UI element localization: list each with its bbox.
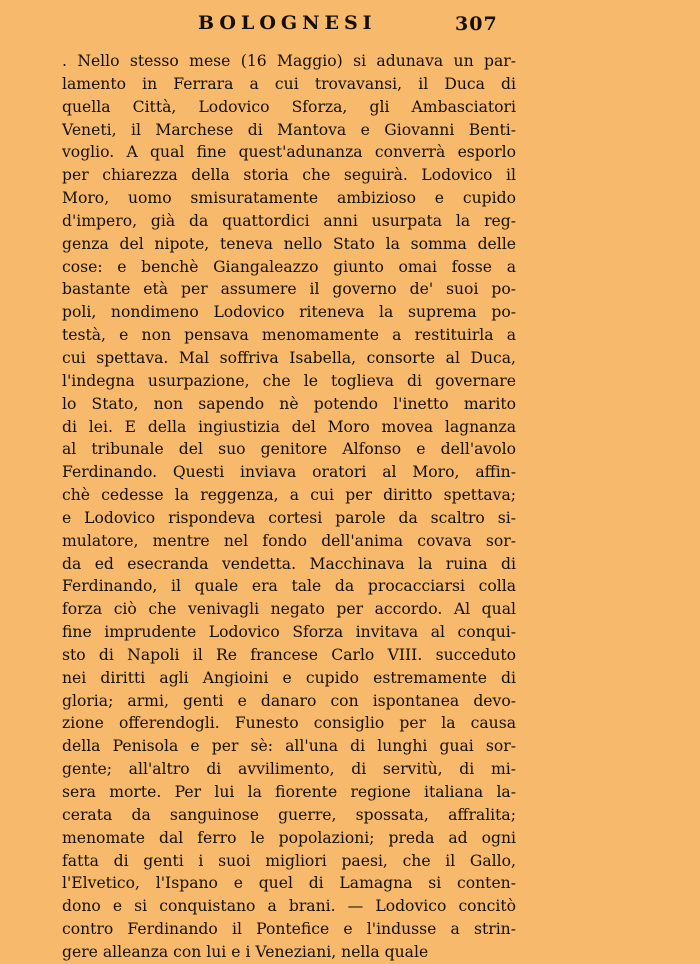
text-line: l'indegna usurpazione, che le toglieva di governare: [62, 371, 516, 390]
text-line: dono e si conquistano a brani. — Lodovico concitò: [62, 897, 516, 916]
text-line: e Lodovico rispondeva cortesi parole da scaltro si-: [62, 508, 516, 527]
text-line: fatta di genti i suoi migliori paesi, che il Gallo,: [62, 851, 516, 870]
text-line: voglio. A qual fine quest'adunanza converrà esporlo: [62, 143, 516, 162]
text-line: quella Città, Lodovico Sforza, gli Ambasciatori: [62, 97, 516, 116]
text-line: l'Elvetico, l'Ispano e quel di Lamagna si conten-: [62, 874, 516, 893]
text-line: chè cedesse la reggenza, a cui per diritto spettava;: [62, 486, 516, 505]
text-line: Veneti, il Marchese di Mantova e Giovanni Benti-: [62, 120, 516, 139]
text-line: gere alleanza con lui e i Veneziani, nella quale: [62, 942, 429, 961]
text-line: Moro, uomo smisuratamente ambizioso e cupido: [62, 189, 516, 208]
text-line: gloria; armi, genti e danaro con ispontanea devo-: [62, 691, 516, 710]
text-line: nei diritti agli Angioini e cupido estremamente di: [62, 668, 516, 687]
text-line: Ferdinando. Questi inviava oratori al Moro, affin-: [62, 463, 516, 482]
running-head: [0, 12, 700, 38]
text-line: gente; all'altro di avvilimento, di servitù, di mi-: [62, 760, 516, 779]
text-line: menomate dal ferro le popolazioni; preda ad ogni: [62, 828, 516, 847]
text-line: cerata da sanguinose guerre, spossata, affralita;: [62, 805, 516, 824]
text-line: sera morte. Per lui la fiorente regione italiana la-: [62, 783, 516, 801]
body-paragraph: [62, 50, 516, 964]
text-line: mulatore, mentre nel fondo dell'anima covava sor-: [62, 531, 516, 550]
text-line: forza ciò che venivagli negato per accordo. Al qual: [62, 600, 516, 619]
text-line: poli, nondimeno Lodovico riteneva la suprema po-: [62, 303, 516, 322]
text-line: della Penisola e per sè: all'una di lunghi guai sor-: [62, 737, 516, 756]
page-number: 307: [455, 13, 498, 35]
text-line: lo Stato, non sapendo nè potendo l'inetto marito: [62, 394, 516, 413]
running-title: BOLOGNESI: [198, 12, 377, 34]
text-line: zione offerendogli. Funesto consiglio per la causa: [62, 714, 516, 733]
text-line: da ed esecranda vendetta. Macchinava la ruina di: [62, 554, 516, 573]
text-line: lamento in Ferrara a cui trovavansi, il Duca di: [62, 74, 516, 93]
text-line: . Nello stesso mese (16 Maggio) si adunava un par-: [62, 52, 516, 70]
text-line: sto di Napoli il Re francese Carlo VIII. succeduto: [62, 645, 516, 664]
text-line: d'impero, già da quattordici anni usurpata la reg-: [62, 211, 516, 230]
text-line: fine imprudente Lodovico Sforza invitava al conqui-: [62, 623, 516, 642]
text-line: al tribunale del suo genitore Alfonso e dell'avolo: [62, 440, 516, 459]
text-line: per chiarezza della storia che seguirà. Lodovico il: [62, 166, 516, 185]
text-line: cose: e benchè Giangaleazzo giunto omai fosse a: [62, 257, 516, 276]
text-line: Ferdinando, il quale era tale da procacciarsi colla: [62, 577, 516, 596]
text-line: cui spettava. Mal soffriva Isabella, consorte al Duca,: [62, 348, 516, 367]
text-line: genza del nipote, teneva nello Stato la somma delle: [62, 234, 516, 253]
text-line: contro Ferdinando il Pontefice e l'indusse a strin-: [62, 920, 516, 939]
text-line: di lei. E della ingiustizia del Moro movea lagnanza: [62, 417, 516, 436]
text-line: bastante età per assumere il governo de' suoi po-: [62, 280, 516, 299]
text-line: testà, e non pensava menomamente a restituirla a: [62, 326, 516, 345]
